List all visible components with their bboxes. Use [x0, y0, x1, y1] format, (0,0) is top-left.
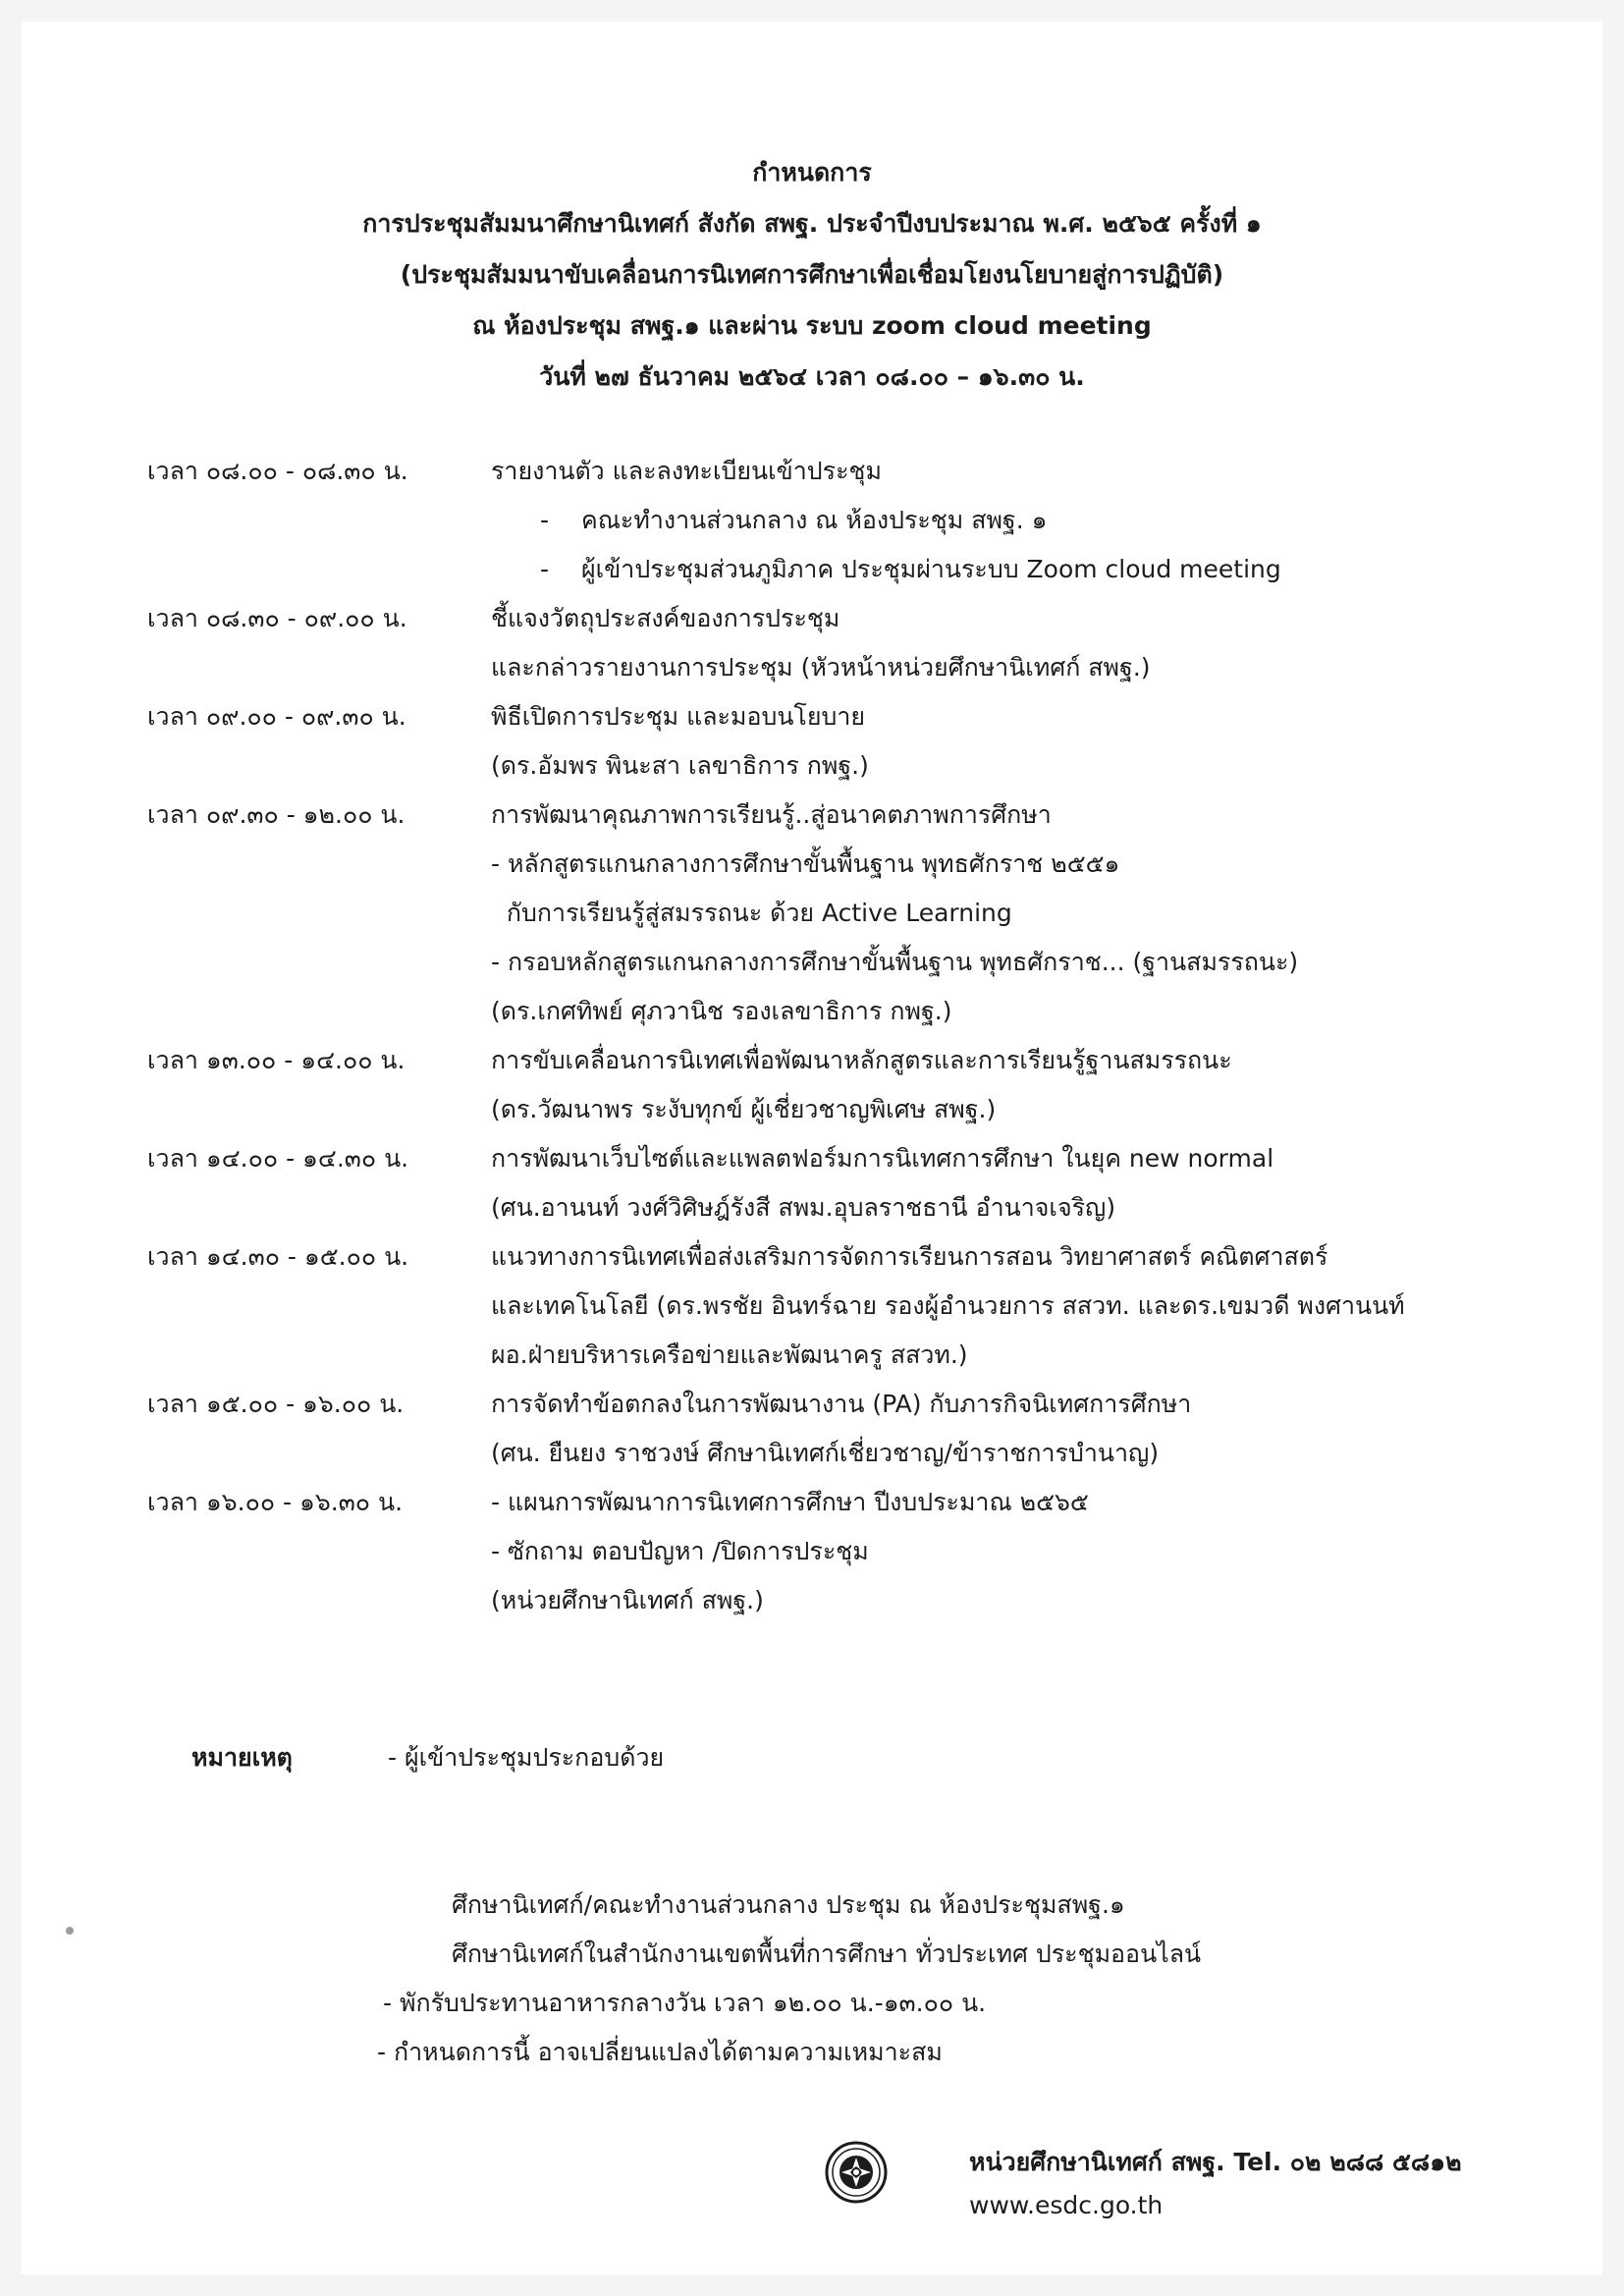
- scan-speck: [66, 1927, 74, 1935]
- slot-line: การจัดทำข้อตกลงในการพัฒนางาน (PA) กับภารกิจนิเทศการศึกษา: [491, 1390, 1192, 1418]
- slot-line: (ดร.วัฒนาพร ระงับทุกข์ ผู้เชี่ยวชาญพิเศษ สพฐ.): [491, 1095, 997, 1123]
- slot-time: เวลา ๑๖.๐๐ - ๑๖.๓๐ น.: [147, 1488, 404, 1516]
- notes-label: หมายเหตุ: [191, 1743, 293, 1772]
- schedule-slot: [147, 1478, 1502, 1625]
- schedule-slot: [147, 692, 1502, 791]
- slot-line: (ศน.อานนท์ วงศ์วิศิษฎ์รังสี สพม.อุบลราชธานี อำนาจเจริญ): [491, 1193, 1116, 1222]
- schedule-slot: [147, 594, 1502, 692]
- header-title: กำหนดการ: [752, 158, 872, 187]
- footer-contact: [969, 2141, 1462, 2227]
- notes-line: - กำหนดการนี้ อาจเปลี่ยนแปลงได้ตามความเหมาะสม: [377, 2038, 943, 2066]
- slot-line: รายงานตัว และลงทะเบียนเข้าประชุม: [491, 457, 882, 485]
- slot-time: เวลา ๑๓.๐๐ - ๑๔.๐๐ น.: [147, 1046, 406, 1074]
- schedule-slot: [147, 1036, 1502, 1134]
- slot-line: - คณะทำงานส่วนกลาง ณ ห้องประชุม สพฐ. ๑: [491, 496, 1502, 545]
- slot-line: แนวทางการนิเทศเพื่อส่งเสริมการจัดการเรียนการสอน วิทยาศาสตร์ คณิตศาสตร์: [491, 1242, 1328, 1271]
- notes-details: [377, 1881, 1202, 2077]
- slot-time: เวลา ๐๘.๐๐ - ๐๘.๓๐ น.: [147, 457, 408, 485]
- notes-section: [191, 1733, 1419, 1782]
- slot-line: (ศน. ยืนยง ราชวงษ์ ศึกษานิเทศก์เชี่ยวชาญ/ข้าราชการบำนาญ): [491, 1439, 1160, 1467]
- slot-line: - ผู้เข้าประชุมส่วนภูมิภาค ประชุมผ่านระบบ Zoom cloud meeting: [491, 545, 1502, 594]
- slot-time: เวลา ๑๔.๓๐ - ๑๕.๐๐ น.: [147, 1242, 409, 1271]
- slot-line: - กรอบหลักสูตรแกนกลางการศึกษาขั้นพื้นฐาน พุทธศักราช... (ฐานสมรรถนะ): [491, 948, 1299, 976]
- dash-bullet: -: [540, 506, 550, 534]
- slot-time: เวลา ๑๔.๐๐ - ๑๔.๓๐ น.: [147, 1144, 409, 1173]
- header-event-name: การประชุมสัมมนาศึกษานิเทศก์ สังกัด สพฐ. ประจำปีงบประมาณ พ.ศ. ๒๕๖๕ ครั้งที่ ๑: [362, 209, 1262, 238]
- slot-line: (ดร.อัมพร พินะสา เลขาธิการ กพฐ.): [491, 751, 869, 780]
- header-date: วันที่ ๒๗ ธันวาคม ๒๕๖๔ เวลา ๐๘.๐๐ – ๑๖.๓๐ น.: [539, 362, 1085, 391]
- notes-line: ศึกษานิเทศก์/คณะทำงานส่วนกลาง ประชุม ณ ห้องประชุมสพฐ.๑: [452, 1890, 1125, 1919]
- notes-line: - พักรับประทานอาหารกลางวัน เวลา ๑๒.๐๐ น.-๑๓.๐๐ น.: [383, 1989, 987, 2017]
- slot-line: การพัฒนาเว็บไซต์และแพลตฟอร์มการนิเทศการศึกษา ในยุค new normal: [491, 1144, 1274, 1173]
- footer-org: หน่วยศึกษานิเทศก์ สพฐ. Tel. ๐๒ ๒๘๘ ๕๘๑๒: [969, 2148, 1462, 2176]
- esdc-seal-icon: [825, 2141, 888, 2204]
- schedule-slot: [147, 791, 1502, 1036]
- footer-website[interactable]: www.esdc.go.th: [969, 2191, 1164, 2219]
- schedule-slot: [147, 1134, 1502, 1232]
- slot-line: - ซักถาม ตอบปัญหา /ปิดการประชุม: [491, 1537, 869, 1565]
- slot-line: (หน่วยศึกษานิเทศก์ สพฐ.): [491, 1586, 764, 1614]
- slot-time: เวลา ๑๕.๐๐ - ๑๖.๐๐ น.: [147, 1390, 405, 1418]
- slot-time: เวลา ๐๙.๐๐ - ๐๙.๓๐ น.: [147, 702, 406, 731]
- schedule-slot: [147, 1232, 1502, 1380]
- slot-line: - หลักสูตรแกนกลางการศึกษาขั้นพื้นฐาน พุทธศักราช ๒๕๕๑: [491, 849, 1120, 878]
- notes-line: - ผู้เข้าประชุมประกอบด้วย: [388, 1743, 665, 1772]
- schedule-slot: [147, 447, 1502, 594]
- slot-line: การพัฒนาคุณภาพการเรียนรู้..สู่อนาคตภาพการศึกษา: [491, 800, 1052, 829]
- document-header: [0, 147, 1624, 403]
- slot-line: ชี้แจงวัตถุประสงค์ของการประชุม: [491, 604, 840, 632]
- slot-line: และกล่าวรายงานการประชุม (หัวหน้าหน่วยศึกษานิเทศก์ สพฐ.): [491, 653, 1151, 682]
- slot-line: กับการเรียนรู้สู่สมรรถนะ ด้วย Active Learning: [491, 899, 1012, 927]
- dash-bullet: -: [540, 555, 550, 583]
- header-venue: ณ ห้องประชุม สพฐ.๑ และผ่าน ระบบ zoom cloud meeting: [472, 311, 1152, 340]
- slot-line: ผอ.ฝ่ายบริหารเครือข่ายและพัฒนาครู สสวท.): [491, 1340, 968, 1369]
- notes-line: ศึกษานิเทศก์ในสำนักงานเขตพื้นที่การศึกษา ทั่วประเทศ ประชุมออนไลน์: [452, 1940, 1202, 1968]
- header-subtitle: (ประชุมสัมมนาขับเคลื่อนการนิเทศการศึกษาเพื่อเชื่อมโยงนโยบายสู่การปฏิบัติ): [400, 260, 1224, 289]
- slot-line: (ดร.เกศทิพย์ ศุภวานิช รองเลขาธิการ กพฐ.): [491, 997, 952, 1025]
- slot-line: - แผนการพัฒนาการนิเทศการศึกษา ปีงบประมาณ ๒๕๖๕: [491, 1488, 1089, 1516]
- schedule-slot: [147, 1380, 1502, 1478]
- slot-time: เวลา ๐๘.๓๐ - ๐๙.๐๐ น.: [147, 604, 407, 632]
- slot-line: การขับเคลื่อนการนิเทศเพื่อพัฒนาหลักสูตรและการเรียนรู้ฐานสมรรถนะ: [491, 1046, 1232, 1074]
- slot-time: เวลา ๐๙.๓๐ - ๑๒.๐๐ น.: [147, 800, 406, 829]
- slot-line: พิธีเปิดการประชุม และมอบนโยบาย: [491, 702, 866, 731]
- schedule-list: [147, 447, 1502, 1625]
- slot-line: และเทคโนโลยี (ดร.พรชัย อินทร์ฉาย รองผู้อำนวยการ สสวท. และดร.เขมวดี พงศานนท์: [491, 1291, 1405, 1320]
